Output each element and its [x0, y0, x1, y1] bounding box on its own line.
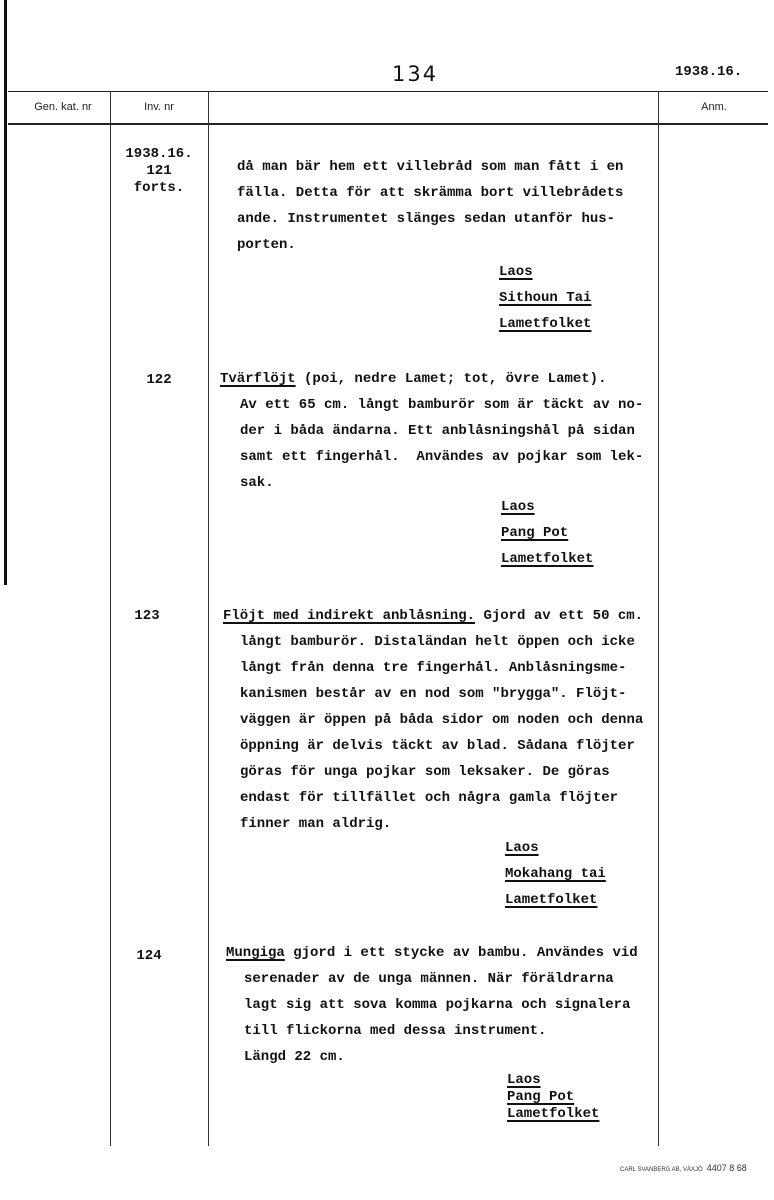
description-line: finner man aldrig.	[240, 816, 392, 832]
entry-title-line-124	[226, 940, 638, 966]
entry-location-121	[499, 259, 591, 337]
location-people: Lametfolket	[507, 1106, 600, 1122]
description-line: till flickorna med dessa instrument.	[244, 1023, 547, 1039]
description-line: göras för unga pojkar som leksaker. De göras	[240, 764, 610, 780]
object-name: Mungiga	[226, 945, 285, 961]
print-footer	[620, 1163, 747, 1175]
inv-year: 1938.16.	[125, 146, 193, 162]
location-country: Laos	[507, 1072, 541, 1088]
location-village: Sithoun Tai	[499, 290, 592, 306]
description-line: långt från denna tre fingerhål. Anblåsningsme-	[240, 660, 627, 676]
title-rest: Gjord av ett 50 cm.	[475, 608, 644, 624]
location-country: Laos	[505, 840, 539, 856]
description-line: Av ett 65 cm. långt bamburör som är täckt av no-	[240, 397, 644, 413]
location-people: Lametfolket	[501, 551, 594, 567]
entry-location-122	[501, 494, 593, 572]
description-line: samt ett fingerhål. Användes av pojkar som lek-	[240, 449, 644, 465]
page-number: 134	[392, 62, 439, 86]
entry-location-124	[507, 1072, 599, 1123]
column-divider	[208, 91, 209, 1146]
form-code: 4407 8 68	[706, 1163, 747, 1173]
column-header-gen-kat-nr: Gen. kat. nr	[34, 101, 92, 113]
description-line: ande. Instrumentet slänges sedan utanför hus-	[237, 211, 616, 227]
inv-continued: forts.	[133, 180, 185, 196]
location-village: Pang Pot	[507, 1089, 575, 1105]
entry-title-line-123	[223, 603, 643, 629]
column-header-inv-nr: Inv. nr	[144, 101, 174, 113]
description-line: sak.	[240, 475, 274, 491]
description-line: fälla. Detta för att skrämma bort villebrådets	[237, 185, 624, 201]
location-country: Laos	[499, 264, 533, 280]
inv-number-123	[98, 608, 196, 625]
location-country: Laos	[501, 499, 535, 515]
catalogue-number: 1938.16.	[675, 64, 743, 80]
description-line: då man bär hem ett villebråd som man fått i en	[237, 159, 624, 175]
location-people: Lametfolket	[499, 316, 592, 332]
inv-number-121	[110, 146, 208, 197]
description-line: öppning är delvis täckt av blad. Sådana flöjter	[240, 738, 635, 754]
description-line: kanismen består av en nod som "brygga". Flöjt-	[240, 686, 627, 702]
entry-title-line-122	[220, 366, 606, 392]
column-divider	[658, 91, 659, 1146]
description-line: serenader av de unga männen. När föräldrarna	[244, 971, 614, 987]
description-line: långt bamburör. Distaländan helt öppen och icke	[240, 634, 635, 650]
description-line: der i båda ändarna. Ett anblåsningshål på sidan	[240, 423, 635, 439]
location-village: Pang Pot	[501, 525, 569, 541]
entry-location-123	[505, 835, 606, 913]
inv-number-124	[100, 948, 198, 965]
description-line: lagt sig att sova komma pojkarna och signalera	[244, 997, 631, 1013]
printer-name: CARL SVANBERG AB, VÄXJÖ	[620, 1167, 703, 1173]
inv-item: 121	[146, 163, 172, 179]
location-village: Mokahang tai	[505, 866, 606, 882]
header-bottom-rule	[8, 123, 768, 125]
title-rest: (poi, nedre Lamet; tot, övre Lamet).	[295, 371, 607, 387]
description-line: endast för tillfället och några gamla flöjter	[240, 790, 619, 806]
left-margin-bar	[4, 0, 7, 585]
location-people: Lametfolket	[505, 892, 598, 908]
entry-description-124	[244, 966, 630, 1070]
entry-description-122	[240, 392, 643, 496]
inv-item: 123	[134, 608, 160, 624]
object-name: Tvärflöjt	[220, 371, 296, 387]
inv-number-122	[110, 372, 208, 389]
header-top-rule	[8, 91, 768, 92]
description-line: porten.	[237, 237, 296, 253]
title-rest: gjord i ett stycke av bambu. Användes vid	[284, 945, 638, 961]
description-line: Längd 22 cm.	[244, 1049, 345, 1065]
inv-item: 124	[136, 948, 162, 964]
inv-item: 122	[146, 372, 172, 388]
column-header-anm: Anm.	[701, 101, 727, 113]
description-line: väggen är öppen på båda sidor om noden och denna	[240, 712, 644, 728]
object-name: Flöjt med indirekt anblåsning.	[223, 608, 476, 624]
entry-description-123	[240, 629, 643, 837]
entry-description-121	[237, 154, 623, 258]
